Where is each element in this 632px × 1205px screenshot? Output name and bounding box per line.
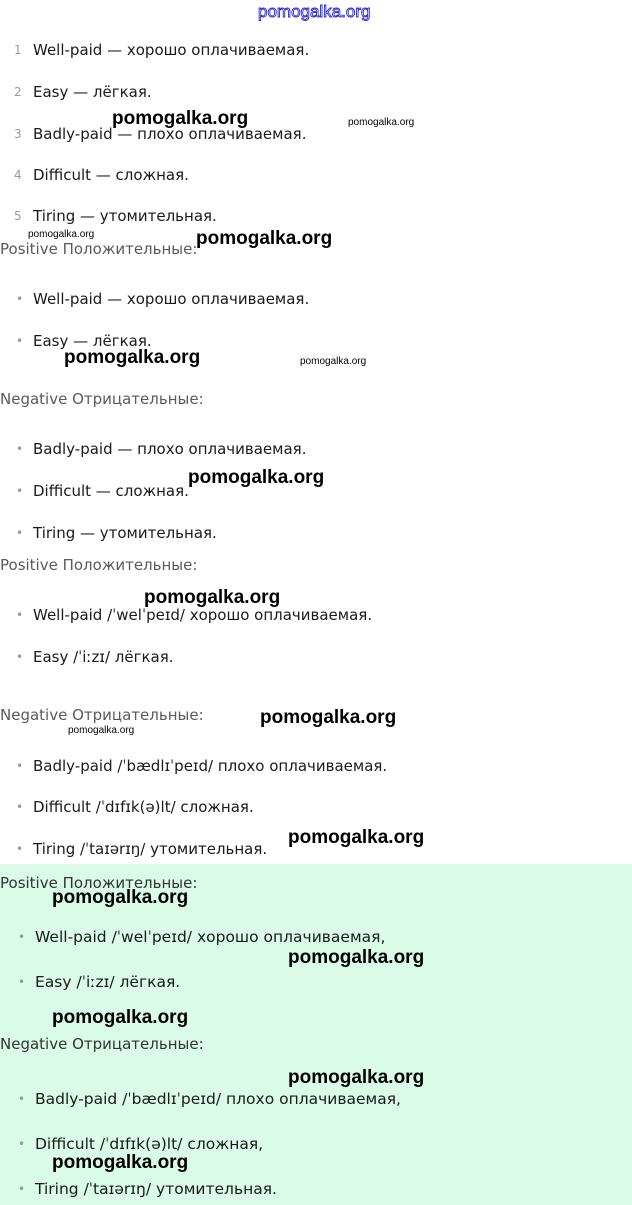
watermark: pomogalka.org [260,707,397,728]
bullet-icon: • [16,608,24,622]
watermark: pomogalka.org [288,827,425,848]
positive-heading: Positive Положительные: [0,874,198,892]
list-item: Difficult — сложная. [33,166,189,184]
bullet-icon: • [18,930,26,944]
list-item: Difficult — сложная. [33,482,189,500]
watermark: pomogalka.org [52,1152,189,1173]
bullet-icon: • [18,1182,26,1196]
bullet-icon: • [16,759,24,773]
watermark: pomogalka.org [144,587,281,608]
list-item: Easy /ˈiːzɪ/ лёгкая. [33,648,174,666]
watermark-header: pomogalka.org [258,2,371,21]
list-item: Easy /ˈiːzɪ/ лёгкая. [35,973,181,991]
bullet-icon: • [18,975,26,989]
watermark: pomogalka.org [52,1007,189,1028]
list-number: 3 [14,127,22,141]
bullet-icon: • [16,650,24,664]
negative-heading: Negative Отрицательные: [0,1035,204,1053]
list-item: Badly-paid /ˈbædlɪˈpeɪd/ плохо оплачиваемая, [35,1090,401,1108]
positive-heading: Positive Положительные: [0,240,198,258]
bullet-icon: • [16,442,24,456]
watermark: pomogalka.org [64,347,201,368]
negative-heading: Negative Отрицательные: [0,390,204,408]
list-item: Difficult /ˈdɪfɪk(ə)lt/ сложная. [33,798,254,816]
list-item: Tiring — утомительная. [33,524,217,542]
list-item: Badly-paid — плохо оплачиваемая. [33,125,307,143]
list-item: Badly-paid /ˈbædlɪˈpeɪd/ плохо оплачиваемая. [33,757,388,775]
bullet-icon: • [16,800,24,814]
watermark: pomogalka.org [348,117,415,128]
watermark: pomogalka.org [112,108,249,129]
bullet-icon: • [18,1137,26,1151]
list-number: 2 [14,85,22,99]
bullet-icon: • [18,1092,26,1106]
bullet-icon: • [16,526,24,540]
watermark: pomogalka.org [288,947,425,968]
list-number: 1 [14,43,22,57]
list-item: Well-paid — хорошо оплачиваемая. [33,41,310,59]
bullet-icon: • [16,292,24,306]
list-item: Well-paid /ˈwelˈpeɪd/ хорошо оплачиваемая. [33,606,373,624]
list-item: Difficult /ˈdɪfɪk(ə)lt/ сложная, [35,1135,264,1153]
list-item: Badly-paid — плохо оплачиваемая. [33,440,307,458]
watermark: pomogalka.org [300,356,367,367]
negative-heading: Negative Отрицательные: [0,706,204,724]
watermark: pomogalka.org [52,887,189,908]
list-number: 5 [14,209,22,223]
watermark: pomogalka.org [196,228,333,249]
list-number: 4 [14,168,22,182]
list-item: Well-paid — хорошо оплачиваемая. [33,290,310,308]
bullet-icon: • [16,842,24,856]
list-item: Tiring /ˈtaɪərɪŋ/ утомительная. [33,840,268,858]
list-item: Easy — лёгкая. [33,332,152,350]
positive-heading: Positive Положительные: [0,556,198,574]
bullet-icon: • [16,484,24,498]
list-item: Tiring — утомительная. [33,207,217,225]
list-item: Easy — лёгкая. [33,83,152,101]
watermark: pomogalka.org [188,467,325,488]
watermark: pomogalka.org [288,1067,425,1088]
watermark: pomogalka.org [28,229,95,240]
list-item: Well-paid /ˈwelˈpeɪd/ хорошо оплачиваемая, [35,928,386,946]
watermark: pomogalka.org [68,725,135,736]
bullet-icon: • [16,334,24,348]
list-item: Tiring /ˈtaɪərɪŋ/ утомительная. [35,1180,277,1198]
